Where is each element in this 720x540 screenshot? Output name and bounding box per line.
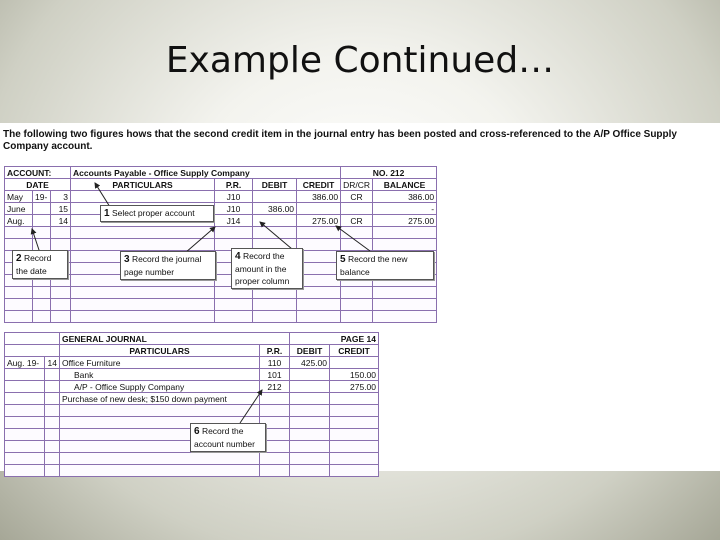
journal-header-particulars: PARTICULARS	[60, 345, 260, 357]
callout-5	[336, 251, 434, 280]
callout-1-text: Select proper account	[111, 208, 195, 218]
ledger-cell-balance: 275.00	[373, 215, 437, 227]
journal-page: PAGE 14	[290, 333, 379, 345]
callout-3-text: Record the journal page number	[124, 254, 202, 277]
journal-title: GENERAL JOURNAL	[60, 333, 290, 345]
table-row	[5, 239, 437, 251]
table-row	[5, 381, 379, 393]
table-row	[5, 453, 379, 465]
ledger-cell-debit	[253, 191, 297, 203]
callout-3	[120, 251, 216, 280]
ledger-cell-year: 19-	[33, 191, 51, 203]
ledger-cell-drcr	[341, 203, 373, 215]
ledger-cell-month: May	[5, 191, 33, 203]
ledger-cell-day: 15	[51, 203, 71, 215]
journal-cell-pr: 212	[260, 381, 290, 393]
table-row	[5, 215, 437, 227]
journal-cell-particulars: Office Furniture	[60, 357, 260, 369]
ledger-header-date: DATE	[5, 179, 71, 191]
table-row	[5, 287, 437, 299]
table-row	[5, 311, 437, 323]
ledger-account-number: NO. 212	[341, 167, 437, 179]
journal-cell-credit: 275.00	[330, 381, 379, 393]
journal-cell-debit	[290, 393, 330, 405]
callout-5-number: 5	[340, 254, 346, 265]
ledger-cell-month: Aug.	[5, 215, 33, 227]
ledger-cell-drcr: CR	[341, 191, 373, 203]
table-row	[5, 203, 437, 215]
ledger-cell-pr: J10	[215, 203, 253, 215]
ledger-cell-year	[33, 203, 51, 215]
intro-text: The following two figures hows that the second credit item in the journal entry has been posted and cross-referenced to the A/P Office Supply Company account.	[3, 129, 677, 152]
ledger-table	[4, 166, 437, 323]
journal-cell-date	[5, 393, 45, 405]
table-row	[5, 299, 437, 311]
journal-cell-day	[45, 393, 60, 405]
journal-cell-particulars: Purchase of new desk; $150 down payment	[60, 393, 260, 405]
journal-cell-particulars: Bank	[60, 369, 260, 381]
table-row	[5, 191, 437, 203]
journal-cell-debit	[290, 369, 330, 381]
ledger-header-drcr: DR/CR	[341, 179, 373, 191]
ledger-cell-debit	[253, 215, 297, 227]
callout-4-text: Record the amount in the proper column	[235, 251, 290, 286]
ledger-cell-drcr: CR	[341, 215, 373, 227]
slide-title: Example Continued…	[165, 40, 555, 81]
callout-6-text: Record the account number	[194, 426, 255, 449]
journal-header-credit: CREDIT	[330, 345, 379, 357]
table-row	[5, 465, 379, 477]
callout-5-text: Record the new balance	[340, 254, 408, 277]
journal-cell-pr: 110	[260, 357, 290, 369]
journal-header-pr: P.R.	[260, 345, 290, 357]
ledger-cell-credit: 275.00	[297, 215, 341, 227]
journal-cell-date	[5, 369, 45, 381]
ledger-cell-day: 3	[51, 191, 71, 203]
ledger-cell-balance: -	[373, 203, 437, 215]
journal-cell-debit	[290, 381, 330, 393]
callout-6	[190, 423, 266, 452]
ledger-header-pr: P.R.	[215, 179, 253, 191]
journal-cell-pr: 101	[260, 369, 290, 381]
ledger-cell-balance: 386.00	[373, 191, 437, 203]
ledger-cell-credit: 386.00	[297, 191, 341, 203]
ledger-account-name: Accounts Payable - Office Supply Company	[71, 167, 341, 179]
journal-cell-credit: 150.00	[330, 369, 379, 381]
journal-cell-particulars: A/P - Office Supply Company	[60, 381, 260, 393]
ledger-cell-particulars	[71, 191, 215, 203]
ledger-header-particulars: PARTICULARS	[71, 179, 215, 191]
ledger-cell-credit	[297, 203, 341, 215]
table-row	[5, 393, 379, 405]
callout-2-text: Record the date	[16, 253, 52, 276]
callout-6-number: 6	[194, 426, 200, 437]
callout-1	[100, 205, 214, 222]
table-row	[5, 357, 379, 369]
journal-cell-date	[5, 381, 45, 393]
table-row	[5, 227, 437, 239]
figure-panel	[0, 123, 720, 471]
table-row	[5, 369, 379, 381]
journal-table	[4, 332, 379, 477]
callout-2	[12, 250, 68, 279]
journal-title-row	[5, 333, 379, 345]
journal-cell-debit: 425.00	[290, 357, 330, 369]
callout-1-number: 1	[104, 208, 110, 219]
ledger-cell-debit: 386.00	[253, 203, 297, 215]
ledger-header-balance: BALANCE	[373, 179, 437, 191]
journal-cell-day	[45, 369, 60, 381]
ledger-cell-month: June	[5, 203, 33, 215]
ledger-header-row	[5, 179, 437, 191]
journal-cell-day: 14	[45, 357, 60, 369]
ledger-cell-pr: J14	[215, 215, 253, 227]
callout-3-number: 3	[124, 254, 130, 265]
journal-cell-credit	[330, 357, 379, 369]
journal-header-row	[5, 345, 379, 357]
journal-cell-pr	[260, 393, 290, 405]
ledger-cell-pr: J10	[215, 191, 253, 203]
callout-4	[231, 248, 303, 289]
ledger-header-debit: DEBIT	[253, 179, 297, 191]
journal-header-debit: DEBIT	[290, 345, 330, 357]
ledger-account-row	[5, 167, 437, 179]
ledger-cell-year	[33, 215, 51, 227]
journal-cell-date: Aug. 19-	[5, 357, 45, 369]
ledger-header-credit: CREDIT	[297, 179, 341, 191]
ledger-cell-day: 14	[51, 215, 71, 227]
journal-cell-credit	[330, 393, 379, 405]
callout-2-number: 2	[16, 253, 22, 264]
table-row	[5, 405, 379, 417]
callout-4-number: 4	[235, 251, 241, 262]
journal-cell-day	[45, 381, 60, 393]
ledger-account-label: ACCOUNT:	[5, 167, 71, 179]
